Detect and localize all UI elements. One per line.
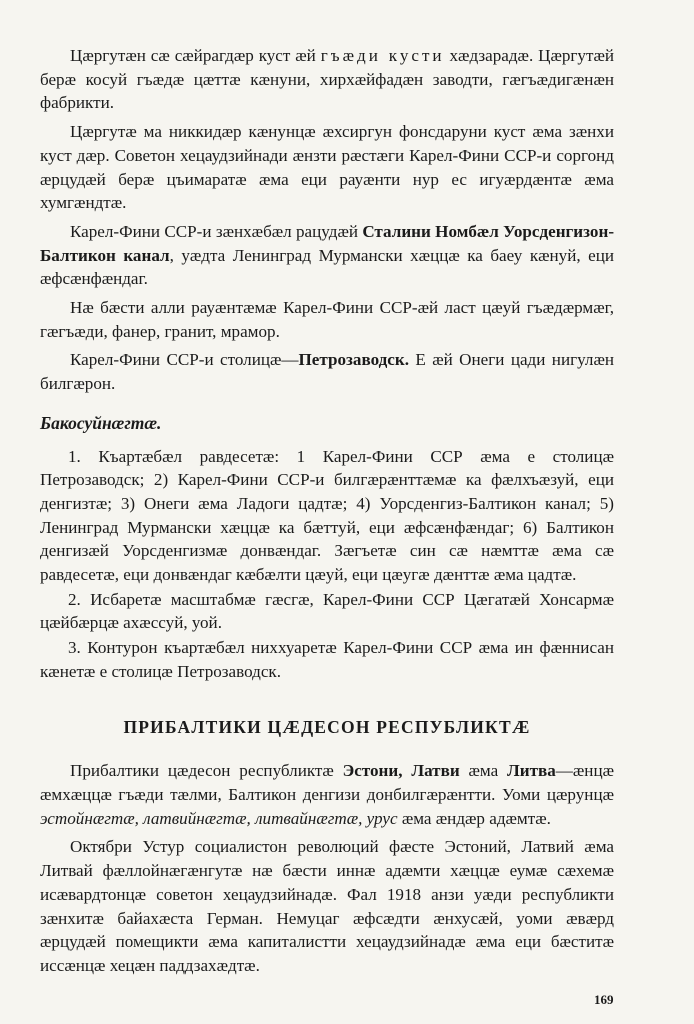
italic-term: эстойнæгтæ, латвийнæгтæ, литвайнæгтæ, урус: [40, 808, 398, 828]
paragraph-text: —æнцæ æмхæццæ гъæди тæлми, Балтикон денгизи донбилгæрæнтти. Уоми цæрунцæ: [40, 761, 614, 804]
paragraph-text: , уæдта Ленинград Мурмански хæццæ ка баеу кæнуй, еци æфсæнфæндаг.: [40, 245, 615, 289]
bold-term: Литва: [507, 761, 556, 781]
paragraph-text: Прибалтики цæдесон республиктæ: [70, 761, 343, 781]
paragraph-text: Е æй Онеги цади нигулæн билгæрон.: [40, 350, 614, 394]
paragraph-text: æма: [459, 761, 508, 781]
spaced-term: гъæди кусти: [320, 46, 445, 65]
exercise-item: 2. Исбаретæ масштабмæ гæсгæ, Карел-Фини ССР Цæгатæй Хонсармæ цæйбæрцæ ахæссуй, уой.: [40, 589, 614, 633]
bold-term: Петрозаводск.: [298, 350, 409, 370]
section-title: ПРИБАЛТИКИ ЦÆДЕСОН РЕСПУБЛИКТÆ: [123, 716, 531, 737]
exercise-item: 1. Къартæбæл равдесетæ: 1 Карел-Фини ССР æма е столицæ Петрозаводск; 2) Карел-Фини ССР-и билгæрæнттæмæ ка фæлхъæзуй, еци денгизтæ; 3) Онеги æма Ладоги цадтæ; 4) Уорсденгиз-Балтикон канал; 5) Ленинград Мурмански хæццæ ка бæттуй, еци æфсæнфæндаг; 6) Балтикон денгизæй Уорсденгизмæ донвæндаг. Зæгъетæ син сæ нæмттæ æма сæ равдесетæ, еци донвæндаг кæбæлти цæуй, еци цæугæ дæнттæ æма цадтæ.: [40, 446, 614, 585]
paragraph: Цæргутæ ма никкидæр кæнунцæ æхсиргун фонсдаруни куст æма зæнхи куст дæр. Советон хецаудзийнади æнзти рæстæги Карел-Фини ССР-и соргонд æрцудæй берæ цъимаратæ æма еци рауæнти нур ес игуæрдæнтæ æма хумгæндтæ.: [40, 122, 614, 213]
paragraph-text: Карел-Фини ССР-и зæнхæбæл рацудæй: [70, 221, 363, 241]
paragraph-text: Карел-Фини ССР-и столицæ—: [70, 350, 299, 370]
text-column: [40, 44, 614, 983]
exercise-item: 3. Контурон къартæбæл ниххуаретæ Карел-Фини ССР æма ин фæннисан кæнетæ е столицæ Петрозаводск.: [40, 638, 614, 681]
paragraph: Нæ бæсти алли рауæнтæмæ Карел-Фини ССР-æй ласт цæуй гъæдæрмæг, гæгъæди, фанер, гранит, мрамор.: [40, 298, 614, 341]
paragraph: [40, 348, 614, 395]
bold-term: Сталини Номбæл Уорсденгизон-Балтикон канал: [40, 221, 615, 265]
paragraph-text: æма æндæр адæмтæ.: [397, 808, 551, 828]
paragraph: [40, 759, 614, 830]
bold-term: Эстони, Латви: [342, 761, 460, 781]
paragraph: [40, 44, 614, 115]
exercises-title: Бакосуйнæгтæ.: [40, 412, 162, 433]
paragraph: Октябри Устур социалистон революций фæсте Эстоний, Латвий æма Литвай фæллойнæгæнгутæ нæ бæсти иннæ адæмти хæццæ еумæ сæхемæ исæвардтонцæ советон хецаудзийнадæ. Фал 1918 анзи уæди республикти зæнхитæ байахæста Герман. Немуцаг æфсæдти æнхусæй, уоми æвæрд æрцудæй помещикти æма капиталистти хецаудзийнадæ æма еци бæститæ иссæнцæ хецæн паддзахæдтæ.: [40, 837, 614, 975]
paragraph-text: Цæргутæн сæ сæйрагдæр куст æй: [70, 46, 321, 65]
paragraph: [40, 220, 614, 291]
page-number: 169: [594, 992, 614, 1007]
paragraph-text: хæдзарадæ. Цæргутæй берæ косуй гъæдæ цæттæ кæнуни, хирхæйфадæн заводти, гæгъæдигæнæн фабрикти.: [40, 46, 614, 113]
